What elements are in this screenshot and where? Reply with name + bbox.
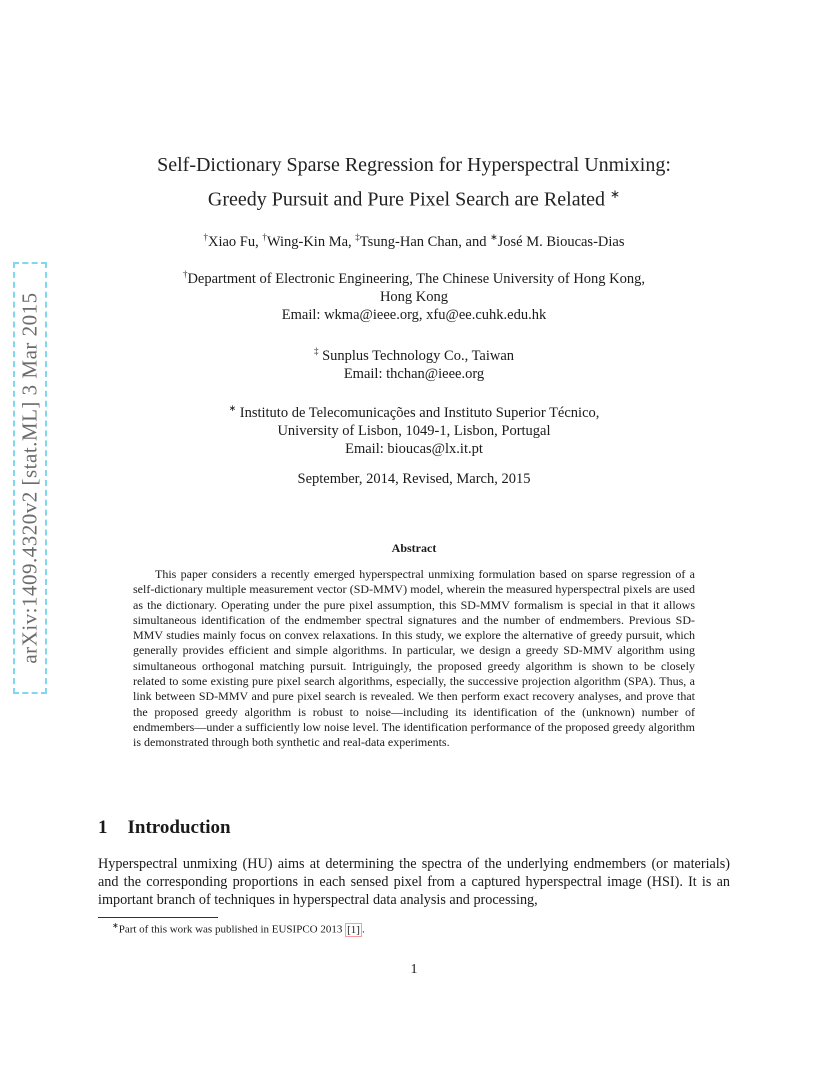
- author-name: José M. Bioucas-Dias: [497, 234, 625, 250]
- title-line-1: Self-Dictionary Sparse Regression for Hyperspectral Unmixing:: [157, 154, 671, 176]
- author-name: Wing-Kin Ma,: [266, 234, 356, 250]
- abstract-heading: Abstract: [391, 541, 437, 555]
- footnote-end: .: [361, 923, 365, 936]
- footnote-rule: [98, 917, 218, 918]
- arxiv-stamp: [13, 262, 47, 694]
- author-name: Tsung-Han Chan, and: [359, 234, 491, 250]
- affiliation-mark: ‡: [313, 346, 319, 356]
- affiliation-mark: †: [182, 269, 188, 279]
- section-heading: [98, 817, 231, 839]
- footnote: [112, 921, 365, 936]
- affiliation-line: Department of Electronic Engineering, The Chinese University of Hong Kong,: [187, 271, 646, 287]
- affiliation-mark: ∗: [228, 403, 237, 413]
- citation-link[interactable]: [1]: [347, 923, 360, 936]
- affiliation-sunplus: [60, 342, 768, 383]
- title-footnote-marker: ∗: [610, 187, 621, 201]
- author-mark: †: [203, 232, 208, 242]
- affiliation-line: Sunplus Technology Co., Taiwan: [318, 348, 515, 364]
- affiliation-cuhk: [60, 265, 768, 324]
- affiliation-line: Instituto de Telecomunicações and Instituto Superior Técnico,: [236, 405, 600, 421]
- affiliation-line: Hong Kong: [379, 289, 449, 305]
- footnote-mark: ∗: [112, 921, 119, 930]
- paper-date: September, 2014, Revised, March, 2015: [297, 471, 531, 487]
- affiliation-lisbon: [60, 399, 768, 458]
- footnote-text: Part of this work was published in EUSIPCO 2013: [118, 923, 346, 936]
- affiliation-email: Email: bioucas@lx.it.pt: [345, 441, 483, 457]
- author-mark: †: [262, 232, 267, 242]
- title-line-2: Greedy Pursuit and Pure Pixel Search are Related: [207, 188, 606, 211]
- intro-paragraph: Hyperspectral unmixing (HU) aims at determining the spectra of the underlying endmembers (or materials) and the corresponding proportions in each sensed pixel from a captured hyperspectral image (HSI). It is an important branch of techniques in hyperspectral data analysis and processing,: [98, 856, 730, 908]
- section-title: Introduction: [127, 817, 231, 838]
- affiliation-line: University of Lisbon, 1049-1, Lisbon, Portugal: [277, 423, 551, 439]
- page-number: 1: [410, 962, 418, 977]
- section-number: 1: [98, 817, 108, 838]
- paper-title: [60, 151, 768, 215]
- affiliation-email: Email: thchan@ieee.org: [343, 366, 485, 382]
- abstract-body: This paper considers a recently emerged hyperspectral unmixing formulation based on sparse regression of a self-dictionary multiple measurement vector (SD-MMV) model, wherein the measured hyperspectral pixels are used as the dictionary. Operating under the pure pixel assumption, this SD-MMV formalism is special in that it allows simultaneous identification of the endmember spectral signatures and the number of endmembers. Previous SD-MMV studies mainly focus on convex relaxations. In this study, we explore the alternative of greedy pursuit, which generally provides efficient and simple algorithms. In particular, we design a greedy SD-MMV algorithm using simultaneous orthogonal matching pursuit. Intriguingly, the proposed greedy algorithm is shown to be closely related to some existing pure pixel search algorithms, especially, the successive projection algorithm (SPA). Thus, a link between SD-MMV and pure pixel search is revealed. We then perform exact recovery analyses, and prove that the proposed greedy algorithm is robust to noise—including its identification of the (unknown) number of endmembers—under a sufficiently low noise level. The identification performance of the proposed greedy algorithm is demonstrated through both synthetic and real-data experiments.: [133, 567, 695, 750]
- author-mark: ∗: [490, 232, 498, 242]
- author-mark: ‡: [355, 232, 360, 242]
- arxiv-identifier: arXiv:1409.4320v2 [stat.ML] 3 Mar 2015: [17, 292, 42, 664]
- author-list: [60, 228, 768, 251]
- affiliation-email: Email: wkma@ieee.org, xfu@ee.cuhk.edu.hk: [281, 307, 547, 323]
- author-name: Xiao Fu,: [208, 234, 263, 250]
